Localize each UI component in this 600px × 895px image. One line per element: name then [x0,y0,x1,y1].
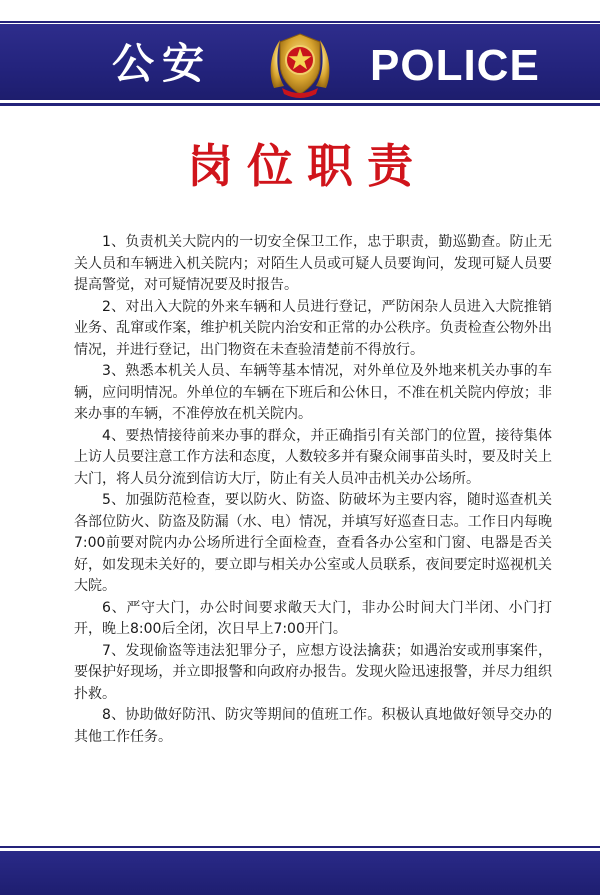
duty-paragraph-7: 7、发现偷盗等违法犯罪分子，应想方设法擒获；如遇治安或刑事案件，要保护好现场，并立即报警和向政府办报告。发现火险迅速报警，并尽力组织扑救。 [74,642,552,702]
header [0,0,600,111]
header-en-label: POLICE [370,41,540,90]
page-title: 岗位职责 [187,139,427,193]
duty-paragraph-8: 8、协助做好防汛、防灾等期间的值班工作。积极认真地做好领导交办的其他工作任务。 [74,707,552,745]
police-emblem-icon [264,26,336,102]
header-cn-label: 公安 [112,39,213,88]
header-bottom-rule [0,103,600,106]
duty-paragraph-5: 5、加强防范检查，要以防火、防盗、防破坏为主要内容，随时巡查机关各部位防火、防盗及防漏（水、电）情况，并填写好巡查日志。工作日内每晚7:00前要对院内办公场所进行全面检查，查看各办公室和门窗、电器是否关好，如发现未关好的，要立即与相关办公室或人员联系，夜间要定时巡视机关大院。 [74,492,552,594]
footer-rule [0,846,600,848]
duty-paragraph-3: 3、熟悉本机关人员、车辆等基本情况，对外单位及外地来机关办事的车辆，应问明情况。外单位的车辆在下班后和公休日，不准在机关院内停放；非来办事的车辆，不准停放在机关院内。 [74,363,552,422]
duty-paragraph-2: 2、对出入大院的外来车辆和人员进行登记，严防闲杂人员进入大院推销业务、乱窜或作案，维护机关院内治安和正常的办公秩序。负责检查公物外出情况，并进行登记，出门物资在未查验清楚前不得放行。 [74,298,552,358]
footer-band [0,851,600,895]
header-top-rule [0,21,600,23]
duty-paragraph-4: 4、要热情接待前来办事的群众，并正确指引有关部门的位置，接待集体上访人员要注意工作方法和态度，人数较多并有聚众闹事苗头时，要及时关上大门，将人员分流到信访大厅，防止有关人员冲击机关办公场所。 [74,427,552,487]
duty-paragraph-1: 1、负责机关大院内的一切安全保卫工作，忠于职责，勤巡勤查。防止无关人员和车辆进入机关院内；对陌生人员或可疑人员要询问，发现可疑人员要提高警觉，对可疑情况要及时报告。 [74,234,552,293]
duties-content [74,232,552,748]
duty-paragraph-6: 6、严守大门，办公时间要求敞天大门，非办公时间大门半闭、小门打开，晚上8:00后全闭，次日早上7:00开门。 [74,599,552,637]
